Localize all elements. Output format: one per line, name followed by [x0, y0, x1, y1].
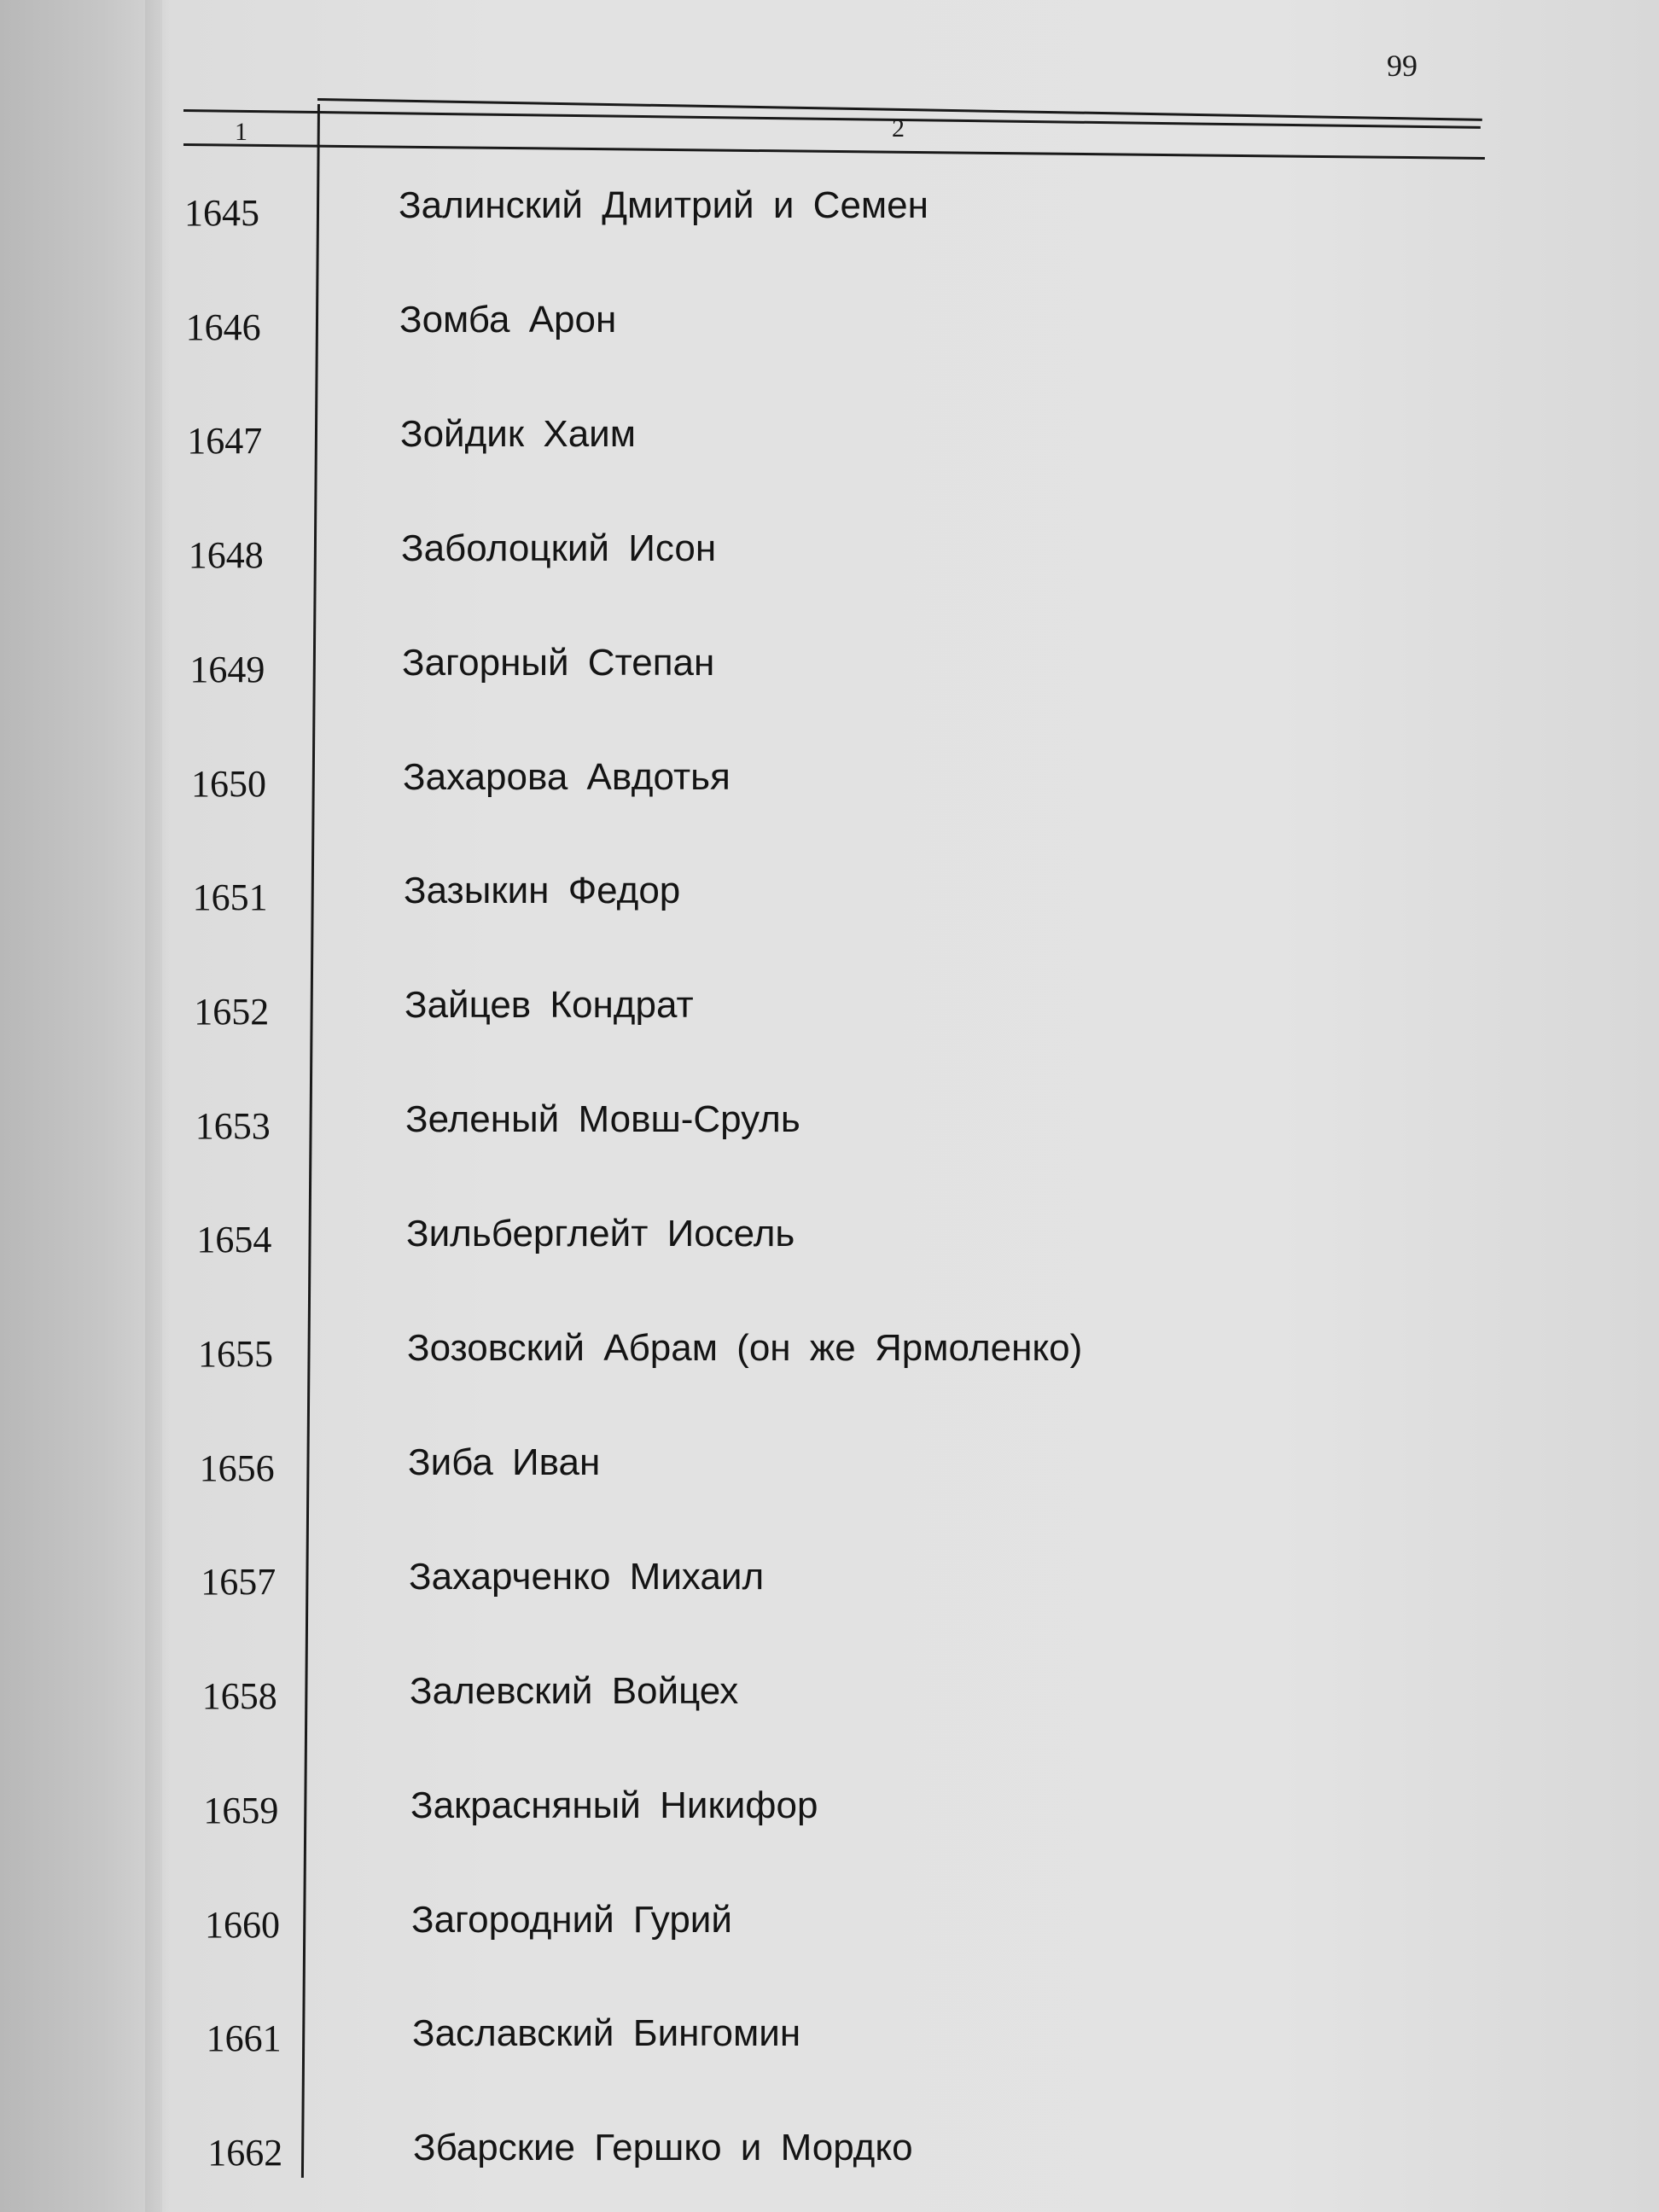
header-bottom-rule	[183, 143, 1485, 160]
row-name: Залинский Дмитрий и Семен	[399, 184, 928, 226]
row-name: Загорный Степан	[402, 641, 715, 684]
row-name: Захарова Авдотья	[403, 755, 731, 798]
row-number: 1661	[206, 2017, 282, 2060]
row-name: Загородний Гурий	[411, 1898, 732, 1941]
row-number: 1660	[205, 1903, 280, 1946]
row-number: 1651	[192, 876, 268, 919]
row-name: Захарченко Михаил	[409, 1555, 765, 1598]
row-name: Закрасняный Никифор	[410, 1784, 818, 1826]
row-name: Зозовский Абрам (он же Ярмоленко)	[407, 1327, 1083, 1369]
bleed-through-mark	[0, 128, 3, 175]
row-name: Зильберглейт Иосель	[406, 1213, 795, 1255]
table-top-rule	[183, 109, 1481, 129]
row-number: 1655	[198, 1333, 273, 1375]
row-number: 1654	[196, 1219, 272, 1261]
row-number: 1656	[199, 1447, 275, 1489]
row-number: 1646	[185, 306, 261, 348]
row-number: 1659	[203, 1789, 279, 1831]
row-name: Зойдик Хаим	[400, 412, 636, 455]
column-header-number: 1	[235, 118, 247, 146]
column-header-name: 2	[892, 114, 905, 143]
row-name: Зеленый Мовш-Сруль	[405, 1098, 800, 1141]
row-number: 1649	[189, 648, 265, 690]
row-name: Зиба Иван	[408, 1441, 601, 1483]
row-name: Залевский Войцех	[410, 1669, 739, 1712]
row-number: 1657	[201, 1561, 276, 1604]
gutter-shadow	[145, 0, 171, 2212]
row-name: Збарские Гершко и Мордко	[413, 2127, 913, 2169]
row-number: 1658	[201, 1675, 277, 1718]
row-number: 1662	[207, 2131, 283, 2174]
row-number: 1645	[184, 192, 259, 234]
row-number: 1652	[194, 990, 270, 1033]
row-name: Зомба Арон	[399, 298, 617, 341]
row-number: 1650	[191, 762, 266, 805]
row-name: Зазыкин Федор	[404, 870, 681, 912]
page-number: 99	[1387, 49, 1417, 83]
row-name: Зайцев Кондрат	[405, 984, 694, 1027]
row-number: 1647	[187, 420, 263, 463]
row-name: Заславский Бингомин	[412, 2012, 801, 2055]
book-gutter	[0, 0, 162, 2212]
row-name: Заболоцкий Исон	[401, 527, 717, 569]
row-number: 1648	[188, 534, 264, 577]
row-number: 1653	[195, 1104, 271, 1147]
